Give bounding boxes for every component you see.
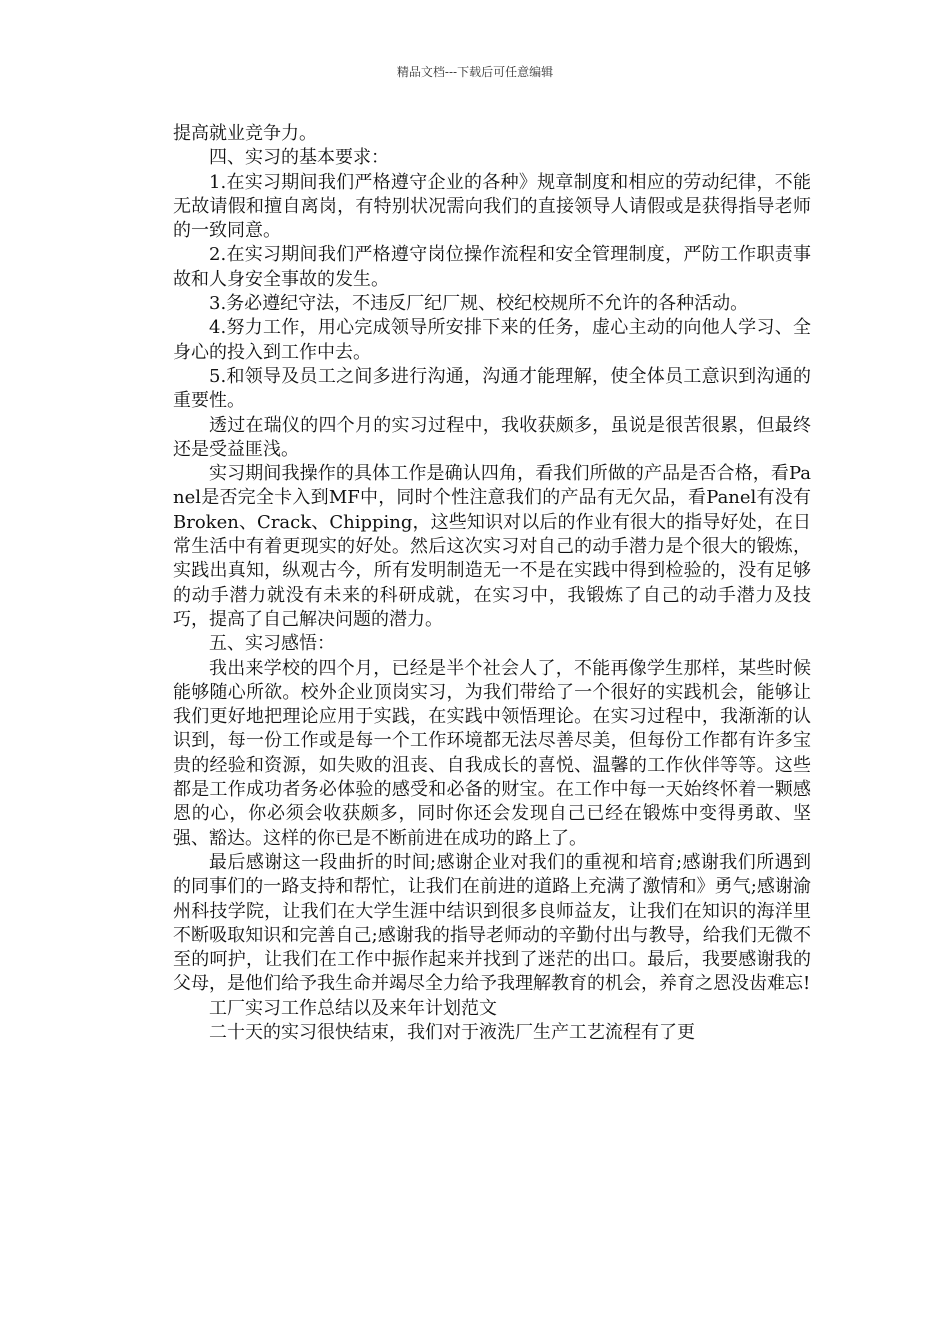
paragraph: 二十天的实习很快结束，我们对于液洗厂生产工艺流程有了更	[209, 1021, 695, 1043]
paragraph: 透过在瑞仪的四个月的实习过程中，我收获颇多，虽说是很苦很累，但最终还是受益匪浅。	[173, 414, 811, 460]
list-item: 5.和领导及员工之间多进行沟通，沟通才能理解，使全体员工意识到沟通的重要性。	[173, 365, 811, 412]
section-heading: 五、实习感悟：	[209, 633, 335, 655]
paragraph: 我出来学校的四个月，已经是半个社会人了，不能再像学生那样，某些时候能够随心所欲。校外企业顶岗实习，为我们带给了一个很好的实践机会，能够让我们更好地把理论应用于实践，在实践中领悟理论。在实习过程中，我渐渐的认识到，每一份工作或是每一个工作环境都无法尽善尽美，但每份工作都有许多宝贵的经验和资源，如失败的沮丧、自我成长的喜悦、温馨的工作伙伴等等。这些都是工作成功者务必体验的感受和必备的财宝。在工作中每一天始终怀着一颗感恩的心，你必须会收获颇多，同时你还会发现自己已经在锻炼中变得勇敢、坚强、豁达。这样的你已是不断前进在成功的路上了。	[173, 657, 811, 849]
paragraph: 提高就业竞争力。	[173, 123, 317, 144]
section-heading: 四、实习的基本要求：	[209, 147, 389, 169]
page-header: 精品文档---下载后可任意编辑	[396, 65, 554, 79]
list-item: 4.努力工作，用心完成领导所安排下来的任务，虚心主动的向他人学习、全身心的投入到工作中去。	[173, 317, 811, 363]
list-item: 2.在实习期间我们严格遵守岗位操作流程和安全管理制度，严防工作职责事故和人身安全事故的发生。	[173, 244, 811, 290]
paragraph: 实习期间我操作的具体工作是确认四角，看我们所做的产品是否合格，看Panel是否完全卡入到MF中，同时个性注意我们的产品有无欠品，看Panel有没有Broken、Crack、Chipping，这些知识对以后的作业有很大的指导好处，在日常生活中有着更现实的好处。然后这次实习对自己的动手潜力是个很大的锻炼，实践出真知，纵观古今，所有发明制造无一不是在实践中得到检验的，没有足够的动手潜力就没有未来的科研成就，在实习中，我锻炼了自己的动手潜力及技巧，提高了自己解决问题的潜力。	[173, 463, 811, 630]
document-body	[173, 122, 811, 1045]
article-title: 工厂实习工作总结以及来年计划范文	[209, 997, 497, 1019]
paragraph: 最后感谢这一段曲折的时间;感谢企业对我们的重视和培育;感谢我们所遇到的同事们的一路支持和帮忙，让我们在前进的道路上充满了激情和》勇气;感谢渝州科技学院，让我们在大学生涯中结识到很多良师益友，让我们在知识的海洋里不断吸取知识和完善自己;感谢我的指导老师动的辛勤付出与教导，给我们无微不至的呵护，让我们在工作中振作起来并找到了迷茫的出口。最后，我要感谢我的父母，是他们给予我生命并竭尽全力给予我理解教育的机会，养育之恩没齿难忘!	[173, 851, 811, 995]
list-item: 3.务必遵纪守法，不违反厂纪厂规、校纪校规所不允许的各种活动。	[209, 293, 749, 315]
list-item: 1.在实习期间我们严格遵守企业的各种》规章制度和相应的劳动纪律，不能无故请假和擅自离岗，有特别状况需向我们的直接领导人请假或是获得指导老师的一致同意。	[173, 171, 811, 242]
